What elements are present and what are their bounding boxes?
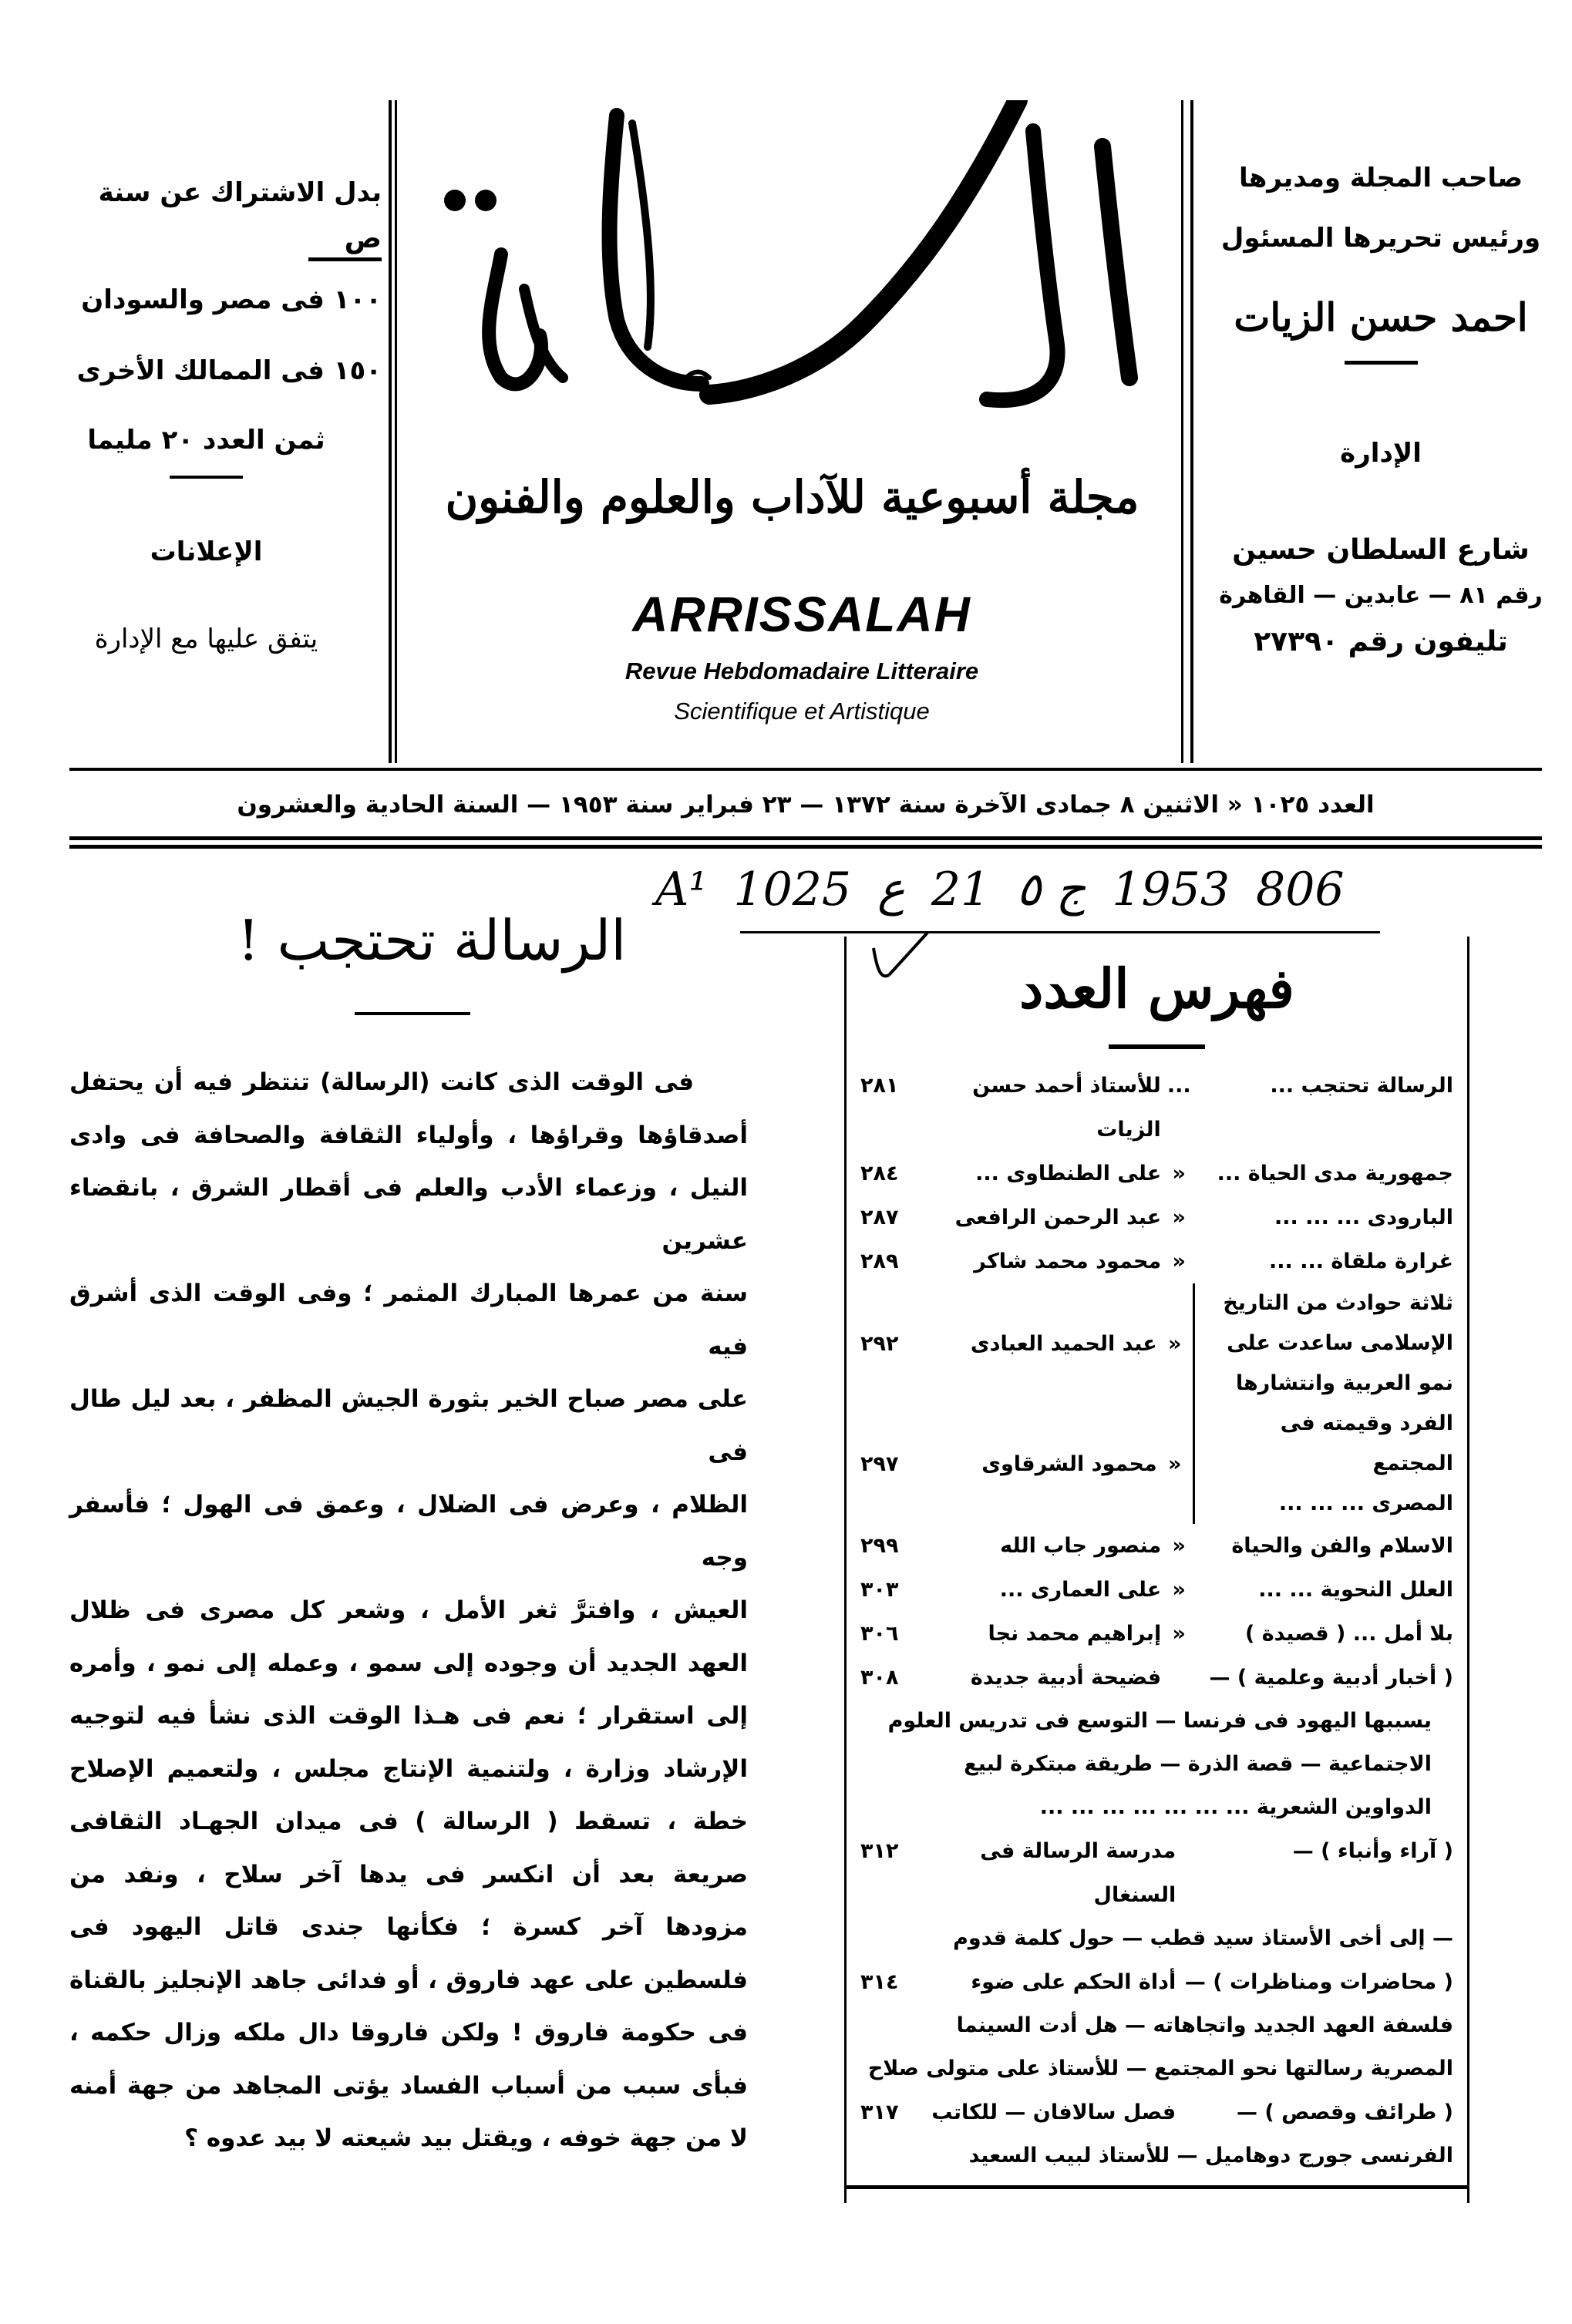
index-entry-author: على الطنطاوى ...	[975, 1162, 1162, 1186]
index-entry-author: منصور جاب الله	[1000, 1534, 1162, 1558]
index-entry-title: غرارة ملقاة ... ...	[1269, 1249, 1453, 1273]
index-entry-author: عبد الرحمن الرافعى	[954, 1206, 1162, 1229]
article-line: على مصر صباح الخير بثورة الجيش المظفر ، بعد ليل طال فى	[69, 1385, 748, 1466]
rate-egypt: ١٠٠ فى مصر والسودان	[81, 284, 382, 315]
archive-year: 1953	[1112, 863, 1230, 916]
index-row[interactable]	[860, 1196, 1453, 1239]
index-entry-author: محمود محمد شاكر	[974, 1249, 1162, 1273]
masthead-rule-left-inner	[395, 100, 397, 763]
index-row-stories[interactable]	[860, 2090, 1453, 2134]
index-entry-title-line: الإسلامى ساعدت على	[1227, 1331, 1453, 1355]
archive-handwritten-note	[655, 856, 1550, 923]
subscription-column	[31, 154, 382, 661]
issue-price: ثمن العدد ٢٠ مليما	[87, 425, 325, 456]
article-body	[69, 1056, 748, 2165]
archive-number: 1025	[733, 863, 852, 916]
index-entry-title: جمهورية مدى الحياة ...	[1217, 1162, 1453, 1186]
address-street: شارع السلطان حسين	[1232, 534, 1530, 566]
index-entry-ditto: «	[1172, 1162, 1186, 1186]
index-entry-ditto: «	[1172, 1578, 1186, 1602]
index-entry-author: فضيحة أدبية جديدة	[970, 1666, 1162, 1690]
masthead-rule-left	[389, 100, 392, 763]
index-row-multiline[interactable]	[860, 1404, 1453, 1524]
index-entry-ditto: «	[1167, 1451, 1182, 1476]
index-entry-page: ٢٩٩	[860, 1534, 899, 1558]
index-entry-author: مدرسة الرسالة فى السنغال	[980, 1839, 1176, 1907]
index-cont-line: الدواوين الشعرية ... ... ... ... ... ... ...	[1039, 1795, 1432, 1819]
index-row-multiline[interactable]	[860, 1283, 1453, 1404]
owner-line-1: صاحب المجلة ومديرها	[1238, 163, 1523, 193]
logo-stroke-sin	[610, 116, 702, 384]
index-title: فهرس العدد	[1019, 957, 1294, 1021]
address-detail: رقم ٨١ — عابدين — القاهرة	[1219, 582, 1543, 609]
index-entry-title: ( آراء وأنباء ) —	[1292, 1839, 1453, 1863]
index-rows-group-1	[860, 1064, 1453, 1283]
index-cont-line: الفرنسى جورج دوهاميل — للأستاذ لبيب السعيد	[968, 2144, 1453, 2168]
archive-underline	[740, 931, 1380, 933]
index-entry-page: ٣٠٦	[860, 1622, 899, 1646]
logo-stroke-ra	[709, 100, 1018, 395]
index-row[interactable]	[860, 1612, 1453, 1656]
masthead-latin-subtitle-1: Revue Hebdomadaire Litteraire	[624, 658, 979, 684]
logo-stroke-lam-2	[632, 123, 651, 347]
index-entry-title: بلا أمل ... ( قصيدة )	[1245, 1622, 1453, 1646]
article-line: إلى استقرار ؛ نعم فى هـذا الوقت الذى نشأ فيه لتوجيه	[69, 1702, 748, 1730]
index-head	[847, 937, 1467, 1064]
index-entry-author: إبراهيم محمد نجا	[988, 1622, 1162, 1646]
logo-stroke-alif	[1102, 146, 1129, 378]
index-entry-author: فصل سالافان — للكاتب	[931, 2100, 1176, 2124]
index-entry-title: ( أخبار أدبية وعلمية ) —	[1209, 1666, 1453, 1690]
logo-dot-2	[475, 190, 497, 211]
masthead-arabic-subtitle: مجلة أسبوعية للآداب والعلوم والفنون	[445, 471, 1139, 523]
index-row-ara[interactable]	[860, 1829, 1453, 1917]
article-line: لا من جهة خوفه ، ويقتل بيد شيعته لا بيد عدوه ؟	[184, 2124, 748, 2152]
article-line: مزودها آخر كسرة ؛ فكأنها جندى قاتل اليهود فى	[69, 1913, 748, 1941]
masthead-logo	[432, 100, 1172, 424]
index-entry-title-block	[1193, 1283, 1453, 1404]
index-entry-page: ٣١٤	[860, 1970, 899, 1994]
rate-other: ١٥٠ فى الممالك الأخرى	[76, 355, 382, 386]
index-row[interactable]	[860, 1568, 1453, 1612]
index-entry-page: ٣٠٣	[860, 1578, 899, 1602]
index-multiline-group	[860, 1283, 1453, 1524]
article-line: فلسطين على عهد فاروق ، أو فدائى جاهد الإنجليز بالقناة	[69, 1966, 748, 1994]
article-line: صريعة بعد أن انكسر فى يدها آخر سلاح ، ونفد من	[69, 1860, 748, 1888]
index-entry-page: ٢٨٧	[860, 1206, 899, 1229]
index-cont-line: فلسفة العهد الجديد واتجاهاته — هل أدت السينما	[956, 2013, 1453, 2037]
masthead-latin-title: ARRISSALAH	[632, 587, 971, 642]
index-row[interactable]	[860, 1239, 1453, 1283]
article-line: سنة من عمرها المبارك المثمر ؛ وفى الوقت الذى أشرق فيه	[69, 1280, 748, 1360]
index-entry-title-line: الفرد وقيمته فى المجتمع	[1280, 1411, 1453, 1475]
article-line: فى الوقت الذى كانت (الرسالة) تنتظر فيه أن يحتفل	[69, 1068, 694, 1096]
index-entry-page: ٣٠٨	[860, 1666, 899, 1690]
owner-column	[1200, 154, 1562, 667]
index-entry-ditto: «	[1167, 1331, 1182, 1356]
archive-ref: 806	[1256, 863, 1345, 916]
archive-prefix: A¹	[655, 863, 708, 916]
index-entry-ditto: ...	[1166, 1074, 1191, 1098]
index-entry-page: ٣١٢	[860, 1839, 899, 1863]
index-entry-title: ( طرائف وقصص ) —	[1237, 2100, 1453, 2124]
admin-heading: الإدارة	[1340, 438, 1422, 469]
index-entry-page: ٢٩٧	[860, 1451, 899, 1476]
index-entry-author: محمود الشرقاوى	[981, 1451, 1157, 1476]
index-entry-page: ٢٩٢	[860, 1331, 899, 1356]
issue-bar-bottom-rule-1	[69, 836, 1542, 840]
index-entry-ditto: «	[1172, 1534, 1186, 1558]
index-entry-title-line: ثلاثة حوادث من التاريخ	[1223, 1291, 1453, 1315]
subscription-unit: ص	[308, 220, 382, 261]
index-cont-line: المصرية رسالتها نحو المجتمع — للأستاذ على متولى صلاح	[867, 2057, 1453, 2080]
article-line: النيل ، وزعماء الأدب والعلم فى أقطار الشرق ، بانقضاء عشرين	[69, 1174, 748, 1255]
index-cont-line: — إلى أخى الأستاذ سيد قطب — حول كلمة قدوم	[953, 1926, 1453, 1950]
subscription-heading: بدل الاشتراك عن سنة	[98, 177, 382, 208]
index-entry-author: أداة الحكم على ضوء	[971, 1970, 1176, 1994]
owner-divider	[1345, 361, 1418, 365]
subscription-divider	[170, 476, 243, 479]
index-entry-ditto: «	[1172, 1622, 1186, 1646]
article-title: الرسالة تحتجب !	[237, 908, 627, 973]
index-list	[860, 1064, 1453, 2178]
logo-dot-1	[444, 190, 466, 211]
article-title-rule	[355, 1012, 470, 1015]
issue-line: العدد ١٠٢٥ « الاثنين ٨ جمادى الآخرة سنة ١٣٧٢ — ٢٣ فبراير سنة ١٩٥٣ — السنة الحادية والعشرون	[237, 791, 1375, 819]
article-line: أصدقاؤها وقراؤها ، وأولياء الثقافة والصحافة فى وادى	[69, 1121, 748, 1149]
index-entry-title: العلل النحوية ... ...	[1258, 1578, 1453, 1602]
article-line: العيش ، وافترَّ ثغر الأمل ، وشعر كل مصرى فى ظلال	[69, 1596, 748, 1624]
article-line: فى حكومة فاروق ! ولكن فاروقا دال ملكه وزال حكمه ،	[69, 2019, 748, 2047]
index-bottom-rule	[844, 2185, 1469, 2189]
index-title-rule	[1109, 1044, 1205, 1049]
masthead-latin-subtitle-2: Scientifique et Artistique	[674, 698, 930, 725]
owner-line-2: ورئيس تحريرها المسئول	[1220, 223, 1541, 254]
index-entry-title-line: المصرى ... ... ...	[1278, 1492, 1453, 1515]
archive-month: ج ٥	[1016, 863, 1086, 916]
index-entry-title-line: نمو العربية وانتشارها	[1235, 1371, 1453, 1395]
index-rows-group-2	[860, 1524, 1453, 1700]
issue-index-box	[844, 937, 1469, 2203]
index-row[interactable]	[860, 1064, 1453, 1152]
archive-letter: ع	[877, 863, 905, 916]
index-entry-page: ٢٨١	[860, 1074, 899, 1098]
masthead-rule-right	[1190, 100, 1193, 763]
index-row[interactable]	[860, 1524, 1453, 1568]
arrissalah-calligraphy-logo	[432, 100, 1172, 424]
index-entry-title: ( محاضرات ومناظرات ) —	[1184, 1970, 1453, 1994]
article-line: خطة ، تسقط ( الرسالة ) فى ميدان الجهـاد الثقافى	[69, 1808, 748, 1835]
ads-heading: الإعلانات	[150, 536, 263, 567]
index-entry-author: عبد الحميد العبادى	[970, 1331, 1157, 1356]
index-entry-ditto: «	[1172, 1249, 1186, 1273]
index-cont-line: الاجتماعية — قصة الذرة — طريقة مبتكرة لبيع	[964, 1752, 1432, 1776]
index-row[interactable]	[860, 1152, 1453, 1196]
issue-bar-top-rule	[69, 768, 1542, 771]
index-cont-line: يسببها اليهود فى فرنسا — التوسع فى تدريس العلوم	[887, 1709, 1432, 1733]
index-entry-title: الاسلام والفن والحياة	[1231, 1534, 1453, 1558]
issue-bar-bottom-rule-2	[69, 845, 1542, 849]
index-entry-page: ٣١٧	[860, 2100, 899, 2124]
index-entry-page: ٢٨٩	[860, 1249, 899, 1273]
index-row[interactable]	[860, 1656, 1453, 1700]
archive-day: 21	[931, 863, 991, 916]
index-entry-title: الرسالة تحتجب ...	[1270, 1074, 1453, 1098]
index-entry-ditto: «	[1172, 1206, 1186, 1229]
article-line: العهد الجديد أن وجوده إلى سمو ، وعمله إلى نمو ، وأمره	[69, 1649, 748, 1677]
index-entry-title: البارودى ... ... ...	[1274, 1206, 1453, 1229]
index-entry-author: على العمارى ...	[999, 1578, 1162, 1602]
article-line: الظلام ، وعرض فى الضلال ، وعمق فى الهول ؛ فأسفر وجه	[69, 1491, 748, 1572]
index-entry-author: للأستاذ أحمد حسن الزيات	[972, 1074, 1161, 1142]
logo-stroke-lam	[987, 131, 1058, 400]
article-line: الإرشاد وزارة ، ولتنمية الإنتاج مجلس ، ولتعميم الإصلاح	[69, 1754, 748, 1783]
phone-number: تليفون رقم ٢٧٣٩٠	[1254, 626, 1508, 658]
index-row-lectures[interactable]	[860, 1960, 1453, 2004]
article-line: فبأى سبب من أسباب الفساد يؤتى المجاهد من جهة أمنه	[69, 2071, 748, 2100]
ads-note: يتفق عليها مع الإدارة	[94, 624, 318, 654]
index-entry-title-block	[1193, 1404, 1453, 1524]
masthead-rule-right-inner	[1181, 100, 1183, 763]
index-cont-1-group	[860, 1700, 1453, 1829]
index-entry-page: ٢٨٤	[860, 1162, 899, 1186]
editor-name: احمد حسن الزيات	[1234, 294, 1528, 340]
